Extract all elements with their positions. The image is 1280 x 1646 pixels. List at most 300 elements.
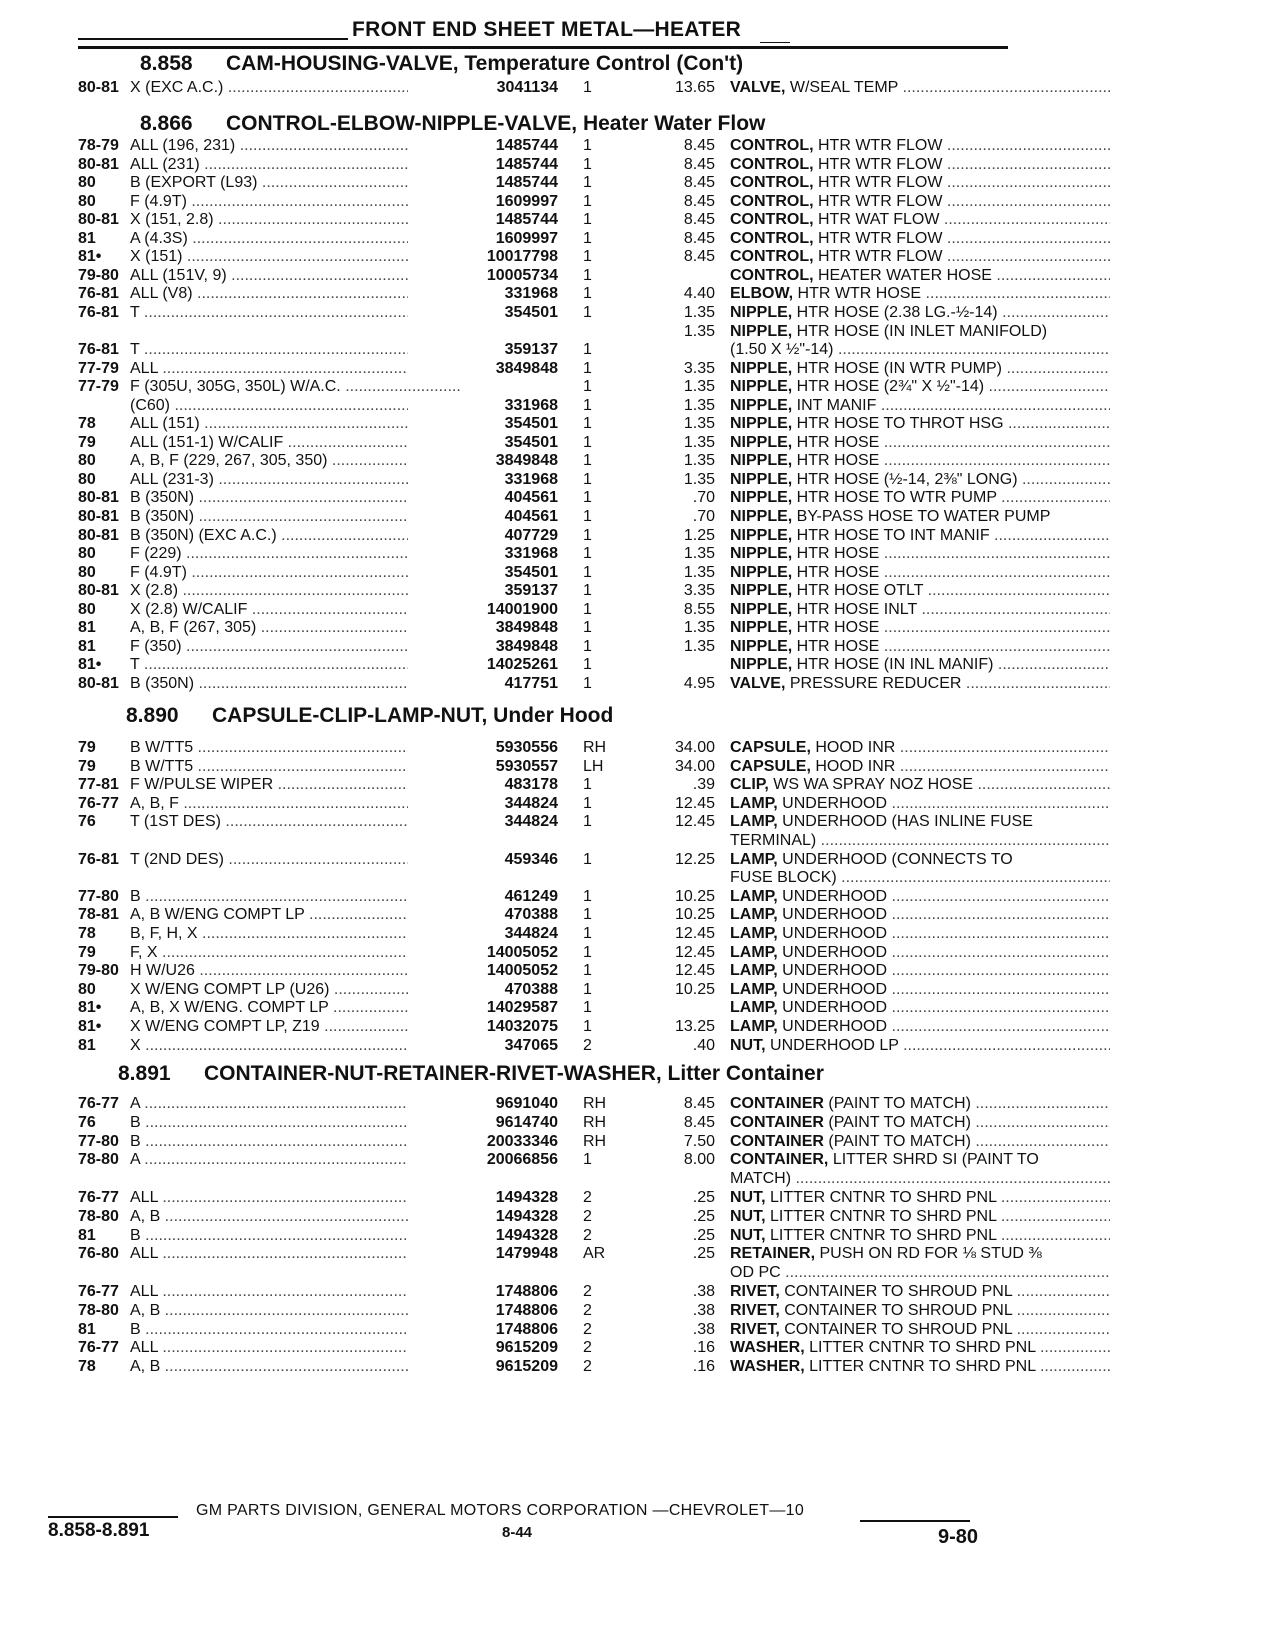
application: B ..... bbox=[130, 887, 460, 906]
description-text: BY-PASS HOSE TO WATER PUMP bbox=[792, 508, 1051, 525]
quantity: 1 bbox=[583, 508, 592, 525]
application: T ..... bbox=[130, 340, 460, 359]
model-year: 76-77 bbox=[78, 1339, 119, 1357]
description bbox=[730, 470, 1110, 489]
description-keyword: LAMP, bbox=[730, 925, 778, 942]
section-title: CONTAINER-NUT-RETAINER-RIVET-WASHER, Litter Container bbox=[204, 1062, 824, 1085]
part-number: 3849848 bbox=[408, 637, 558, 656]
description-text: HTR WTR FLOW bbox=[813, 229, 943, 247]
description bbox=[730, 173, 1110, 192]
price: 10.25 bbox=[674, 887, 715, 905]
part-number: 1494328 bbox=[408, 1226, 558, 1245]
section-header bbox=[118, 1062, 824, 1086]
description bbox=[730, 340, 1110, 359]
table-row bbox=[78, 414, 1028, 433]
application: X (2.8) W/CALIF ..... bbox=[130, 600, 460, 619]
part-number: 404561 bbox=[408, 507, 558, 526]
table-row bbox=[78, 433, 1028, 452]
description-text: LITTER CNTNR TO SHRD PNL bbox=[804, 1339, 1036, 1357]
description-text: HTR HOSE bbox=[792, 563, 880, 581]
description bbox=[730, 757, 1110, 776]
application: H W/U26 ..... bbox=[130, 961, 460, 980]
part-number: 347065 bbox=[408, 1036, 558, 1055]
description bbox=[730, 600, 1110, 619]
section-header bbox=[140, 112, 765, 136]
description-keyword: RETAINER, bbox=[730, 1245, 816, 1263]
application: B ..... bbox=[130, 1320, 460, 1339]
description bbox=[730, 78, 1110, 97]
table-row bbox=[78, 831, 1028, 850]
description-text: W/SEAL TEMP bbox=[785, 79, 899, 96]
application: X W/ENG COMPT LP (U26) ..... bbox=[130, 980, 460, 999]
table-row bbox=[78, 303, 1028, 322]
part-number: 5930556 bbox=[408, 738, 558, 757]
description-text: LITTER CNTNR TO SHRD PNL bbox=[765, 1226, 997, 1244]
model-year: 80 bbox=[78, 545, 96, 563]
table-row bbox=[78, 340, 1028, 359]
description-text: MATCH) bbox=[730, 1170, 792, 1188]
description-text: HTR WTR FLOW bbox=[813, 137, 943, 154]
part-number: 3849848 bbox=[408, 451, 558, 470]
description-keyword: CAPSULE, bbox=[730, 739, 811, 756]
part-number: 359137 bbox=[408, 340, 558, 359]
description bbox=[730, 1263, 1110, 1282]
quantity: 2 bbox=[583, 1320, 592, 1338]
table-row bbox=[78, 210, 1028, 229]
table-row bbox=[78, 1017, 1028, 1036]
price: 8.45 bbox=[683, 174, 715, 192]
model-year: 80-81 bbox=[78, 675, 119, 692]
model-year: 78-79 bbox=[78, 137, 119, 154]
part-number: 10017798 bbox=[408, 247, 558, 266]
quantity: 1 bbox=[583, 396, 592, 414]
price: 1.35 bbox=[683, 470, 715, 488]
description bbox=[730, 1150, 1110, 1169]
model-year: 76 bbox=[78, 813, 96, 831]
model-year: 78 bbox=[78, 925, 96, 942]
application: F (305U, 305G, 350L) W/A.C. ..... bbox=[130, 377, 460, 396]
quantity: RH bbox=[583, 1132, 607, 1150]
price: 4.40 bbox=[683, 285, 715, 303]
application: F (4.9T) ..... bbox=[130, 563, 460, 582]
table-row bbox=[78, 544, 1028, 563]
part-number: 344824 bbox=[408, 812, 558, 831]
quantity: 1 bbox=[583, 341, 592, 359]
description-text: CONTAINER TO SHROUD PNL bbox=[779, 1301, 1013, 1319]
application: A, B W/ENG COMPT LP ..... bbox=[130, 905, 460, 924]
model-year: 76-77 bbox=[78, 794, 119, 812]
part-number: 3849848 bbox=[408, 618, 558, 637]
price: .25 bbox=[692, 1226, 715, 1244]
quantity: 1 bbox=[583, 433, 592, 451]
part-number: 20066856 bbox=[408, 1150, 558, 1169]
description-keyword: NIPPLE, bbox=[730, 433, 793, 451]
price: 8.45 bbox=[683, 229, 715, 247]
description bbox=[730, 266, 1110, 285]
quantity: 1 bbox=[583, 1151, 592, 1169]
description-keyword: NIPPLE, bbox=[730, 359, 793, 377]
description bbox=[730, 618, 1110, 637]
description-keyword: NIPPLE, bbox=[730, 452, 793, 470]
price: 1.35 bbox=[683, 563, 715, 581]
part-number: 14005052 bbox=[408, 943, 558, 962]
model-year: 81• bbox=[78, 999, 102, 1017]
quantity: 1 bbox=[583, 600, 592, 618]
quantity: 2 bbox=[583, 1036, 592, 1054]
price: 13.25 bbox=[674, 1018, 715, 1035]
description bbox=[730, 924, 1110, 943]
model-year: 79 bbox=[78, 943, 96, 961]
description bbox=[730, 1188, 1110, 1207]
quantity: 1 bbox=[583, 229, 592, 247]
application: A, B ..... bbox=[130, 1357, 460, 1376]
description bbox=[730, 1036, 1110, 1055]
description-keyword: NIPPLE, bbox=[730, 582, 793, 600]
application: T (1ST DES) ..... bbox=[130, 812, 460, 831]
description-keyword: RIVET, bbox=[730, 1283, 780, 1300]
price: .38 bbox=[692, 1320, 715, 1338]
description-text: HTR HOSE bbox=[792, 452, 880, 470]
table-row bbox=[78, 1226, 1028, 1245]
part-number: 331968 bbox=[408, 396, 558, 415]
part-number: 407729 bbox=[408, 526, 558, 545]
part-number: 1609997 bbox=[408, 192, 558, 211]
quantity: 1 bbox=[583, 174, 592, 192]
section-number: 8.891 bbox=[118, 1062, 171, 1085]
description-text: TERMINAL) bbox=[730, 832, 817, 849]
description-text: WS WA SPRAY NOZ HOSE bbox=[768, 776, 974, 794]
description-text: OD PC bbox=[730, 1264, 781, 1282]
description-text: (PAINT TO MATCH) bbox=[823, 1113, 971, 1131]
description-text: HEATER WATER HOSE bbox=[813, 266, 992, 284]
description bbox=[730, 655, 1110, 674]
footer-section-range: 8.858-8.891 bbox=[48, 1520, 150, 1541]
part-number: 331968 bbox=[408, 284, 558, 303]
application: F (4.9T) ..... bbox=[130, 192, 460, 211]
description bbox=[730, 192, 1110, 211]
table-row bbox=[78, 850, 1028, 869]
application: B (350N) ..... bbox=[130, 674, 460, 693]
application: A ..... bbox=[130, 1094, 460, 1113]
model-year: 80 bbox=[78, 563, 96, 581]
table-row bbox=[78, 1301, 1028, 1320]
quantity: 1 bbox=[583, 563, 592, 581]
description bbox=[730, 563, 1110, 582]
quantity: 2 bbox=[583, 1283, 592, 1300]
description-keyword: WASHER, bbox=[730, 1339, 805, 1357]
description-keyword: LAMP, bbox=[730, 980, 778, 998]
price: 8.45 bbox=[683, 248, 715, 266]
table-row bbox=[78, 812, 1033, 831]
description-text: HTR HOSE TO INT MANIF bbox=[792, 526, 990, 544]
description-keyword: CONTROL, bbox=[730, 266, 814, 284]
table-row bbox=[78, 78, 1028, 97]
model-year: 77-80 bbox=[78, 1132, 119, 1150]
quantity: 1 bbox=[583, 378, 592, 396]
model-year: 76-81 bbox=[78, 285, 119, 303]
part-number: 354501 bbox=[408, 433, 558, 452]
description-text: FUSE BLOCK) bbox=[730, 869, 837, 887]
quantity: 1 bbox=[583, 794, 592, 812]
price: 12.45 bbox=[674, 813, 715, 831]
description bbox=[730, 1169, 1110, 1188]
description-text: HTR HOSE bbox=[792, 545, 880, 563]
quantity: 2 bbox=[583, 1207, 592, 1225]
part-number: 20033346 bbox=[408, 1132, 558, 1151]
table-row bbox=[78, 924, 1028, 943]
description-keyword: CLIP, bbox=[730, 776, 769, 794]
price: 12.45 bbox=[674, 943, 715, 961]
price: 8.45 bbox=[683, 1113, 715, 1131]
description-text: UNDERHOOD LP bbox=[765, 1036, 899, 1054]
price: .16 bbox=[692, 1358, 715, 1376]
description-keyword: NIPPLE, bbox=[730, 545, 793, 563]
description-keyword: NIPPLE, bbox=[730, 489, 793, 507]
description-keyword: VALVE, bbox=[730, 675, 786, 692]
application: T (2ND DES) ..... bbox=[130, 850, 460, 869]
model-year: 79 bbox=[78, 433, 96, 451]
price: 8.00 bbox=[683, 1151, 715, 1169]
description-text: LITTER SHRD SI (PAINT TO bbox=[828, 1151, 1039, 1169]
description bbox=[730, 794, 1110, 813]
table-row bbox=[78, 1263, 1028, 1282]
quantity: 2 bbox=[583, 1226, 592, 1244]
table-row bbox=[78, 1357, 1036, 1376]
application: ALL (151) ..... bbox=[130, 414, 460, 433]
table-row bbox=[78, 775, 1028, 794]
table-row bbox=[78, 396, 1028, 415]
price: 3.35 bbox=[683, 582, 715, 600]
quantity: RH bbox=[583, 1095, 607, 1112]
quantity: 1 bbox=[583, 850, 592, 868]
part-number: 1494328 bbox=[408, 1207, 558, 1226]
table-row bbox=[78, 1282, 1028, 1301]
description bbox=[730, 1357, 1110, 1376]
table-row bbox=[78, 1094, 1028, 1113]
table-row bbox=[78, 618, 1028, 637]
price: 34.00 bbox=[674, 757, 715, 775]
description bbox=[730, 303, 1110, 322]
title-rule bbox=[760, 42, 790, 43]
description bbox=[730, 544, 1110, 563]
model-year: 79 bbox=[78, 739, 96, 756]
description bbox=[730, 674, 1110, 693]
price: 1.35 bbox=[683, 396, 715, 414]
description-keyword: LAMP, bbox=[730, 813, 778, 831]
price: 10.25 bbox=[674, 906, 715, 924]
application: B ..... bbox=[130, 1226, 460, 1245]
quantity: 1 bbox=[583, 999, 592, 1017]
application: A, B ..... bbox=[130, 1207, 460, 1226]
quantity: 1 bbox=[583, 192, 592, 210]
table-row bbox=[78, 488, 1028, 507]
description-text: (PAINT TO MATCH) bbox=[823, 1132, 971, 1150]
price: 13.65 bbox=[674, 79, 715, 96]
description bbox=[730, 943, 1110, 962]
model-year: 76-81 bbox=[78, 304, 119, 321]
price: 8.45 bbox=[683, 155, 715, 173]
price: 3.35 bbox=[683, 359, 715, 377]
description bbox=[730, 488, 1110, 507]
description-text: HTR HOSE (IN INL MANIF) bbox=[792, 656, 994, 674]
description-keyword: ELBOW, bbox=[730, 285, 794, 303]
quantity: 1 bbox=[583, 304, 592, 321]
description-keyword: LAMP, bbox=[730, 906, 778, 924]
description-keyword: LAMP, bbox=[730, 999, 778, 1017]
description-text: UNDERHOOD bbox=[777, 962, 888, 980]
description-keyword: LAMP, bbox=[730, 887, 778, 905]
description-keyword: LAMP, bbox=[730, 962, 778, 980]
description-keyword: NIPPLE, bbox=[730, 322, 793, 340]
table-row bbox=[78, 322, 1048, 341]
section-number: 8.890 bbox=[126, 704, 179, 727]
application: A, B, F (267, 305) ..... bbox=[130, 618, 460, 637]
description-keyword: CONTROL, bbox=[730, 192, 814, 210]
description bbox=[730, 284, 1110, 303]
description-text: UNDERHOOD (HAS INLINE FUSE bbox=[777, 813, 1033, 831]
part-number: 354501 bbox=[408, 414, 558, 433]
description-keyword: NIPPLE, bbox=[730, 563, 793, 581]
table-row bbox=[78, 757, 1028, 776]
description-text: LITTER CNTNR TO SHRD PNL bbox=[804, 1358, 1036, 1376]
header-divider bbox=[78, 46, 1008, 49]
description bbox=[730, 905, 1110, 924]
description-keyword: NIPPLE, bbox=[730, 637, 793, 655]
model-year: 76-77 bbox=[78, 1283, 119, 1300]
footer-rule bbox=[860, 1520, 970, 1522]
price: 34.00 bbox=[674, 739, 715, 756]
model-year: 81 bbox=[78, 1320, 96, 1338]
model-year: 81 bbox=[78, 637, 96, 655]
price: 8.45 bbox=[683, 137, 715, 154]
application: ALL ..... bbox=[130, 1282, 460, 1301]
table-row bbox=[78, 136, 1028, 155]
model-year: 76-81 bbox=[78, 850, 119, 868]
description-keyword: CONTAINER bbox=[730, 1113, 824, 1131]
model-year: 80 bbox=[78, 470, 96, 488]
model-year: 80-81 bbox=[78, 79, 119, 96]
description-keyword: VALVE, bbox=[730, 79, 786, 96]
part-number: 470388 bbox=[408, 980, 558, 999]
part-number: 331968 bbox=[408, 470, 558, 489]
table-row bbox=[78, 359, 1028, 378]
description-text: INT MANIF bbox=[792, 396, 877, 414]
application: X (EXC A.C.) ..... bbox=[130, 78, 460, 97]
description bbox=[730, 1226, 1110, 1245]
description-text: UNDERHOOD bbox=[777, 943, 888, 961]
quantity: 1 bbox=[583, 962, 592, 980]
description bbox=[730, 1338, 1110, 1357]
description bbox=[730, 247, 1110, 266]
description-text: HTR HOSE INLT bbox=[792, 600, 917, 618]
description-text: UNDERHOOD bbox=[777, 1018, 888, 1035]
price: .25 bbox=[692, 1207, 715, 1225]
description-keyword: CONTROL, bbox=[730, 229, 814, 247]
table-row bbox=[78, 998, 1028, 1017]
table-row bbox=[78, 266, 1028, 285]
quantity: 1 bbox=[583, 776, 592, 794]
description-keyword: NIPPLE, bbox=[730, 415, 793, 433]
model-year: 81• bbox=[78, 248, 102, 266]
description-text: HTR WTR FLOW bbox=[813, 155, 943, 173]
description bbox=[730, 229, 1110, 248]
description-text: PUSH ON RD FOR ⅛ STUD ⅜ bbox=[815, 1245, 1042, 1263]
quantity: 1 bbox=[583, 675, 592, 692]
description-text: HTR HOSE TO THROT HSG bbox=[792, 415, 1004, 433]
part-number: 344824 bbox=[408, 924, 558, 943]
description-keyword: LAMP, bbox=[730, 794, 778, 812]
application: A ..... bbox=[130, 1150, 460, 1169]
application: B ..... bbox=[130, 1113, 460, 1132]
quantity: 1 bbox=[583, 470, 592, 488]
part-number: 14001900 bbox=[408, 600, 558, 619]
application: B, F, H, X ..... bbox=[130, 924, 460, 943]
table-row bbox=[78, 247, 1028, 266]
application: X (151, 2.8) ..... bbox=[130, 210, 460, 229]
price: 8.45 bbox=[683, 192, 715, 210]
description bbox=[730, 738, 1110, 757]
quantity: 1 bbox=[583, 489, 592, 507]
description-keyword: CONTAINER bbox=[730, 1095, 824, 1112]
model-year: 80 bbox=[78, 980, 96, 998]
quantity: 1 bbox=[583, 582, 592, 600]
part-number: 9691040 bbox=[408, 1094, 558, 1113]
part-number: 14005052 bbox=[408, 961, 558, 980]
description-keyword: CONTROL, bbox=[730, 155, 814, 173]
part-number: 9615209 bbox=[408, 1338, 558, 1357]
price: 1.35 bbox=[683, 545, 715, 563]
price: 8.45 bbox=[683, 211, 715, 229]
quantity: 2 bbox=[583, 1358, 592, 1376]
description-keyword: NIPPLE, bbox=[730, 508, 793, 525]
description bbox=[730, 1094, 1110, 1113]
model-year: 79-80 bbox=[78, 266, 119, 284]
model-year: 78 bbox=[78, 1358, 96, 1376]
model-year: 76-77 bbox=[78, 1095, 119, 1112]
model-year: 80-81 bbox=[78, 489, 119, 507]
part-number: 417751 bbox=[408, 674, 558, 693]
description-keyword: LAMP, bbox=[730, 1018, 778, 1035]
description bbox=[730, 1017, 1110, 1036]
description-text: HTR HOSE bbox=[792, 433, 880, 451]
description bbox=[730, 961, 1110, 980]
table-row bbox=[78, 600, 1028, 619]
quantity: 1 bbox=[583, 359, 592, 377]
description-keyword: CONTAINER bbox=[730, 1132, 824, 1150]
description-text: UNDERHOOD bbox=[777, 999, 888, 1017]
description-text: HTR WTR FLOW bbox=[813, 192, 943, 210]
description-text: UNDERHOOD bbox=[777, 887, 888, 905]
quantity: RH bbox=[583, 1113, 607, 1131]
table-row bbox=[78, 470, 1028, 489]
table-row bbox=[78, 1320, 1028, 1339]
footer-page-number: 8-44 bbox=[502, 1524, 533, 1541]
table-row bbox=[78, 507, 1051, 526]
description-text: CONTAINER TO SHROUD PNL bbox=[779, 1320, 1013, 1338]
description-text: HTR HOSE OTLT bbox=[792, 582, 924, 600]
price: 1.35 bbox=[683, 415, 715, 433]
model-year: 78-80 bbox=[78, 1301, 119, 1319]
price: 1.25 bbox=[683, 526, 715, 544]
quantity: LH bbox=[583, 757, 604, 775]
price: 8.55 bbox=[683, 600, 715, 618]
description-keyword: CONTAINER, bbox=[730, 1151, 829, 1169]
price: 1.35 bbox=[683, 637, 715, 655]
table-row bbox=[78, 905, 1028, 924]
table-row bbox=[78, 961, 1028, 980]
description-text: PRESSURE REDUCER bbox=[785, 675, 962, 692]
quantity: 1 bbox=[583, 79, 592, 96]
